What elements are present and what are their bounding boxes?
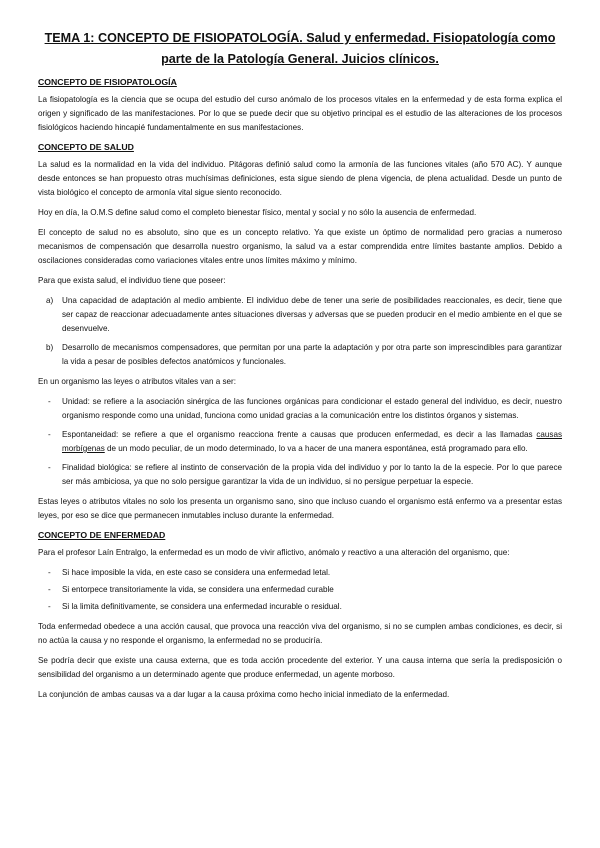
document-title: TEMA 1: CONCEPTO DE FISIOPATOLOGÍA. Salud y enfermedad. Fisiopatología como parte de la Patología General. Juicios clínicos. bbox=[44, 31, 556, 66]
paragraph: Para el profesor Laín Entralgo, la enfermedad es un modo de vivir aflictivo, anómalo y reactivo a una alteración del organismo, que: bbox=[38, 548, 510, 557]
section-heading: CONCEPTO DE SALUD bbox=[38, 142, 134, 152]
vital-laws-list bbox=[38, 395, 562, 489]
list-item-text: Finalidad biológica: se refiere al instinto de conservación de la propia vida del individuo y por lo tanto la de la especie. Por lo que parece ser más ambiciosa, ya que no solo persigue garantizar la vida de un individuo, si no persigue perpetuar la especie. bbox=[62, 463, 562, 486]
list-marker: - bbox=[48, 602, 51, 611]
section-fisiopatologia bbox=[38, 76, 562, 135]
disease-types-list bbox=[38, 566, 562, 614]
section-salud bbox=[38, 141, 562, 523]
requirements-list bbox=[38, 294, 562, 369]
list-item bbox=[38, 395, 562, 423]
list-item bbox=[38, 583, 562, 597]
list-item-text: Desarrollo de mecanismos compensadores, que permitan por una parte la adaptación y por otra parte son imprescindibles para garantizar la vida a pesar de posibles defectos anatómicos y funcionales. bbox=[62, 343, 562, 366]
paragraph: La conjunción de ambas causas va a dar lugar a la causa próxima como hecho inicial inmediato de la enfermedad. bbox=[38, 690, 450, 699]
list-marker: - bbox=[48, 397, 51, 406]
list-item-text: Una capacidad de adaptación al medio ambiente. El individuo debe de tener una serie de posibilidades reaccionales, es decir, tiene que ser capaz de reaccionar adecuadamente antes situaciones diversas y adversas que se pueden producir en el medio ambiente en el que se desenvuelve. bbox=[62, 296, 562, 333]
paragraph: Para que exista salud, el individuo tiene que poseer: bbox=[38, 276, 226, 285]
paragraph: Toda enfermedad obedece a una acción causal, que provoca una reacción viva del organismo, si no se cumplen ambas condiciones, es decir, si no actúa la causa y no responde el organismo, la enfermedad no se produciría. bbox=[38, 622, 562, 645]
list-item-text: Si hace imposible la vida, en este caso se considera una enfermedad letal. bbox=[62, 568, 331, 577]
paragraph: En un organismo las leyes o atributos vitales van a ser: bbox=[38, 377, 236, 386]
list-marker: - bbox=[48, 463, 51, 472]
list-item-text-after: de un modo peculiar, de un modo determinado, lo va a hacer de una manera espontánea, está programado para ello. bbox=[104, 444, 528, 453]
paragraph: La salud es la normalidad en la vida del individuo. Pitágoras definió salud como la armonía de las funciones vitales (año 570 AC). Y aunque desde entonces se han propuesto otras muchísimas definiciones, esta sigue siendo de plena vigencia, de plena actualidad. Desde un punto de vista biológico el concepto de armonía vital sigue siento reconocido. bbox=[38, 160, 562, 197]
section-enfermedad bbox=[38, 529, 562, 702]
list-marker: b) bbox=[46, 343, 54, 352]
list-item-text: Unidad: se refiere a la asociación sinérgica de las funciones orgánicas para condicionar el estado general del individuo, es decir, nuestro organismo responde como una unidad, funciona como unidad gracias a la comunicación entre los distintos órganos y sistemas. bbox=[62, 397, 562, 420]
list-item bbox=[38, 341, 562, 369]
paragraph: Estas leyes o atributos vitales no solo los presenta un organismo sano, sino que incluso cuando el organismo está enfermo va a presentar estas leyes, por eso se dice que permanecen inmutables incluso durante la enfermedad. bbox=[38, 497, 562, 520]
section-heading: CONCEPTO DE FISIOPATOLOGÍA bbox=[38, 77, 177, 87]
paragraph: El concepto de salud no es absoluto, sino que es un concepto relativo. Ya que existe un óptimo de normalidad pero gracias a numeroso mecanismos de compensación que desarrolla nuestro organismo, la salud va a estar comprendida entre límites bastante amplios. Debido a oscilaciones consideradas como variaciones vitales entre unos límites máximo y mínimo. bbox=[38, 228, 562, 265]
list-item bbox=[38, 461, 562, 489]
list-marker: - bbox=[48, 430, 51, 439]
list-item bbox=[38, 428, 562, 456]
list-item-text: Si entorpece transitoriamente la vida, se considera una enfermedad curable bbox=[62, 585, 334, 594]
paragraph: Hoy en día, la O.M.S define salud como el completo bienestar físico, mental y social y no sólo la ausencia de enfermedad. bbox=[38, 208, 477, 217]
list-marker: - bbox=[48, 585, 51, 594]
list-marker: a) bbox=[46, 296, 54, 305]
paragraph: Se podría decir que existe una causa externa, que es toda acción procedente del exterior. Y una causa interna que sería la predisposición o sensibilidad del organismo a un determinado agente que produce enfermedad, un agente morboso. bbox=[38, 656, 562, 679]
list-item bbox=[38, 566, 562, 580]
list-marker: - bbox=[48, 568, 51, 577]
list-item-text-before: Espontaneidad: se refiere a que el organismo reacciona frente a causas que producen enfermedad, es decir a las llamadas bbox=[62, 430, 537, 439]
list-item bbox=[38, 600, 562, 614]
paragraph: La fisiopatología es la ciencia que se ocupa del estudio del curso anómalo de los procesos vitales en la enfermedad y de esta forma explica el origen y significado de las manifestaciones. Por lo que se puede decir que su objetivo principal es el estudio de las alteraciones de los procesos fisiológicos haciendo hincapié fundamentalmente en sus manifestaciones. bbox=[38, 95, 562, 132]
section-heading: CONCEPTO DE ENFERMEDAD bbox=[38, 530, 166, 540]
list-item-text: Si la limita definitivamente, se considera una enfermedad incurable o residual. bbox=[62, 602, 342, 611]
list-item bbox=[38, 294, 562, 336]
underlined-term: causas morbígenas bbox=[62, 430, 562, 453]
